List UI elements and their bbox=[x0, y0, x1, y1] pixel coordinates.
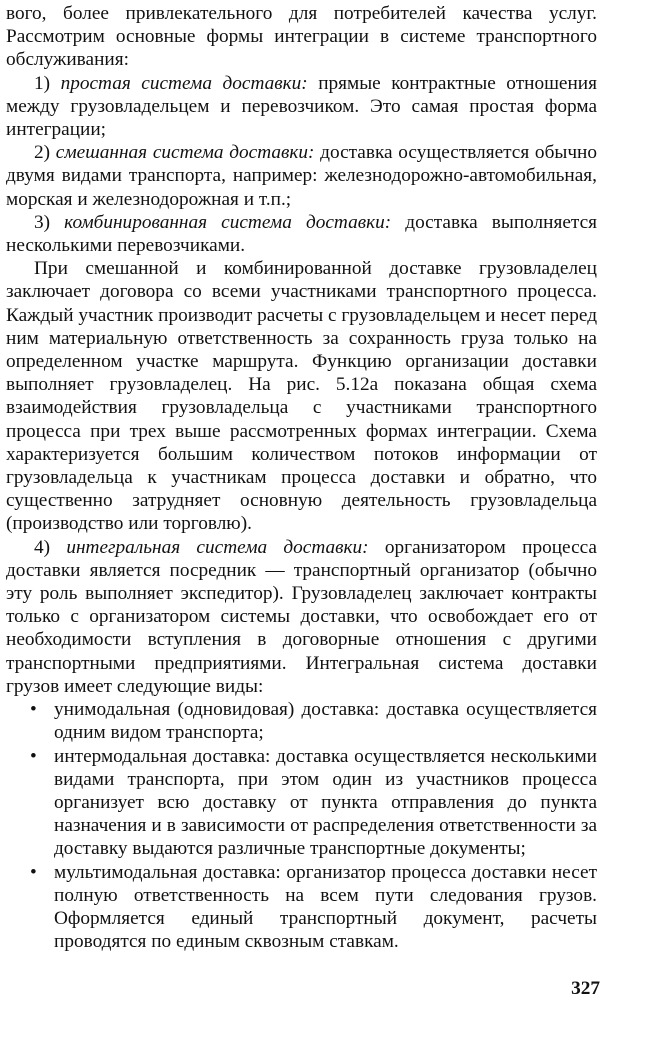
bullet-icon: • bbox=[30, 861, 37, 883]
list-item-integral-delivery bbox=[6, 536, 597, 698]
paragraph-mixed-combined-text: При смешанной и комбинированной доставке грузовладелец заключает договора со всеми участниками транспортного процесса. Каждый участник производит расчеты с грузовладельцем и несет перед ним материальную ответственность за сохранность груза только на определенном участке маршрута. Функцию организации доставки выполняет грузовладелец. На рис. 5.12а показана общая схема взаимодействия грузовладельца с участниками транспортного процесса при трех выше рассмотренных формах интеграции. Схема характеризуется большим количеством потоков информации от грузовладельца к участникам процесса доставки и обратно, что существенно затрудняет основную деятельность грузовладельца (производство или торговлю). bbox=[6, 258, 597, 535]
bullet-icon: • bbox=[30, 699, 37, 721]
page-body bbox=[6, 2, 597, 953]
paragraph-intro-text: вого, более привлекательного для потребителей качества услуг. Рассмотрим основные формы интеграции в системе транспортного обслуживания: bbox=[6, 3, 597, 71]
term-mixed-delivery: смешанная система доставки: bbox=[55, 142, 315, 164]
definition-simple-delivery: прямые контрактные отношения между грузовладельцем и перевозчиком. Это самая простая форма интеграции; bbox=[6, 72, 597, 141]
bullet-text: мультимодальная доставка: организатор процесса доставки несет полную ответственность на всем пути следования грузов. Оформляется единый транспортный документ, расчеты проводятся по единым сквозным ставкам. bbox=[54, 861, 597, 953]
paragraph-mixed-combined bbox=[6, 257, 597, 535]
definition-integral-delivery: организатором процесса доставки является посредник — транспортный организатор (обычно эту роль выполняет экспедитор). Грузовладелец заключает контракты только с организатором системы доставки, что освобождает его от необходимости вступления в договорные отношения с другими транспортными предприятиями. Интегральная система доставки грузов имеет следующие виды: bbox=[6, 536, 597, 697]
item-number: 2) bbox=[34, 142, 56, 164]
bullet-item-intermodal bbox=[6, 745, 597, 861]
list-item-combined-delivery bbox=[6, 211, 597, 257]
bullet-text: интермодальная доставка: доставка осуществляется несколькими видами транспорта, при этом один из участников процесса организует всю доставку от пункта отправления до пункта назначения и в зависимости от распределения ответственности за доставку выдаются различные транспортные документы; bbox=[54, 745, 597, 860]
item-number: 3) bbox=[34, 211, 65, 233]
term-simple-delivery: простая система доставки: bbox=[60, 72, 308, 94]
definition-mixed-delivery: доставка осуществляется обычно двумя видами транспорта, например: железнодорожно-автомобильная, морская и железнодорожная и т.п.; bbox=[6, 142, 597, 210]
item-number: 4) bbox=[34, 536, 67, 558]
bullet-item-unimodal bbox=[6, 698, 597, 744]
term-integral-delivery: интегральная система доставки: bbox=[66, 536, 369, 558]
bullet-icon: • bbox=[30, 745, 37, 767]
bullet-text: унимодальная (одновидовая) доставка: доставка осуществляется одним видом транспорта; bbox=[54, 699, 597, 744]
bullet-item-multimodal bbox=[6, 861, 597, 954]
list-item-simple-delivery bbox=[6, 72, 597, 142]
list-item-mixed-delivery bbox=[6, 141, 597, 211]
bullet-list bbox=[6, 698, 597, 953]
paragraph-intro bbox=[6, 2, 597, 72]
term-combined-delivery: комбинированная система доставки: bbox=[64, 211, 392, 233]
definition-combined-delivery: доставка выполняется несколькими перевозчиками. bbox=[6, 211, 598, 257]
page-number: 327 bbox=[571, 978, 600, 999]
item-number: 1) bbox=[34, 72, 61, 94]
